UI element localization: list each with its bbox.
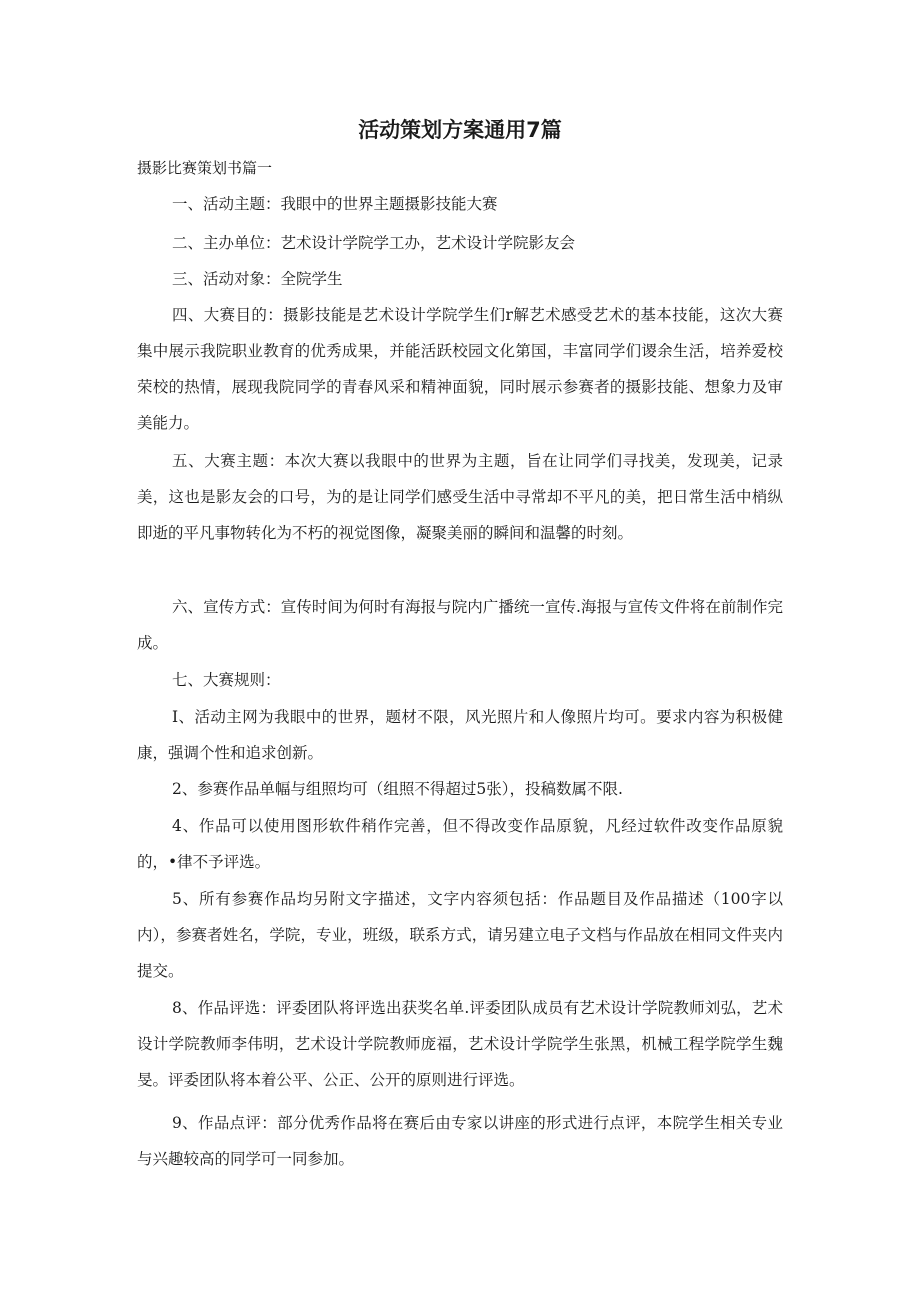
- paragraph-rule-5: 5、所有参赛作品均另附文字描述，文字内容须包括：作品题目及作品描述（100字以内），参赛者姓名，学院，专业，班级，联系方式，请另建立电子文档与作品放在相同文件夹内提交。: [137, 890, 783, 980]
- paragraph-rule-9: 9、作品点评：部分优秀作品将在赛后由专家以讲座的形式进行点评，本院学生相关专业与兴趣较高的同学可一同参加。: [137, 1114, 783, 1168]
- paragraph-rule-1: I、活动主网为我眼中的世界，题材不限，风光照片和人像照片均可。要求内容为积极健康，强调个性和追求创新。: [137, 708, 783, 762]
- paragraph-activity-theme: 一、活动主题：我眼中的世界主题摄影技能大赛: [172, 195, 498, 213]
- document-title: 活动策划方案通用7篇: [358, 118, 562, 142]
- paragraph-participants: 三、活动对象：全院学生: [172, 270, 343, 288]
- paragraph-publicity: 六、宣传方式：宣传时间为何时有海报与院内广播统一宣传.海报与宣传文件将在前制作完成。: [137, 598, 783, 652]
- section-subtitle: 摄影比赛策划书篇一: [137, 159, 273, 177]
- paragraph-rule-2: 2、参赛作品单幅与组照均可（组照不得超过5张），投稿数属不限.: [172, 780, 623, 798]
- paragraph-rules-heading: 七、大赛规则：: [172, 671, 281, 689]
- paragraph-contest-theme: 五、大赛主题：本次大赛以我眼中的世界为主题，旨在让同学们寻找美，发现美，记录美，这也是影友会的口号，为的是让同学们感受生活中寻常却不平凡的美，把日常生活中梢纵即逝的平凡事物转化为不朽的视觉图像，凝聚美丽的瞬间和温馨的时刻。: [137, 452, 783, 542]
- paragraph-rule-8: 8、作品评选：评委团队将评选出获奖名单.评委团队成员有艺术设计学院教师刘弘，艺术设计学院教师李伟明，艺术设计学院教师庞福，艺术设计学院学生张黑，机械工程学院学生魏旻。评委团队将本着公平、公正、公开的原则进行评选。: [137, 999, 783, 1089]
- paragraph-rule-4: 4、作品可以使用图形软件稍作完善，但不得改变作品原貌，凡经过软件改变作品原貌的，•律不予评选。: [137, 817, 783, 871]
- paragraph-purpose: 四、大赛目的：摄影技能是艺术设计学院学生们r解艺术感受艺术的基本技能，这次大赛集中展示我院职业教育的优秀成果，并能活跃校园文化第国，丰富同学们谡余生活，培养爱校荣校的热情，展现我院同学的青春风采和精神面貌，同时展示参赛者的摄影技能、想象力及审美能力。: [137, 306, 783, 432]
- paragraph-organizer: 二、主办单位：艺术设计学院学工办，艺术设计学院影友会: [172, 234, 576, 252]
